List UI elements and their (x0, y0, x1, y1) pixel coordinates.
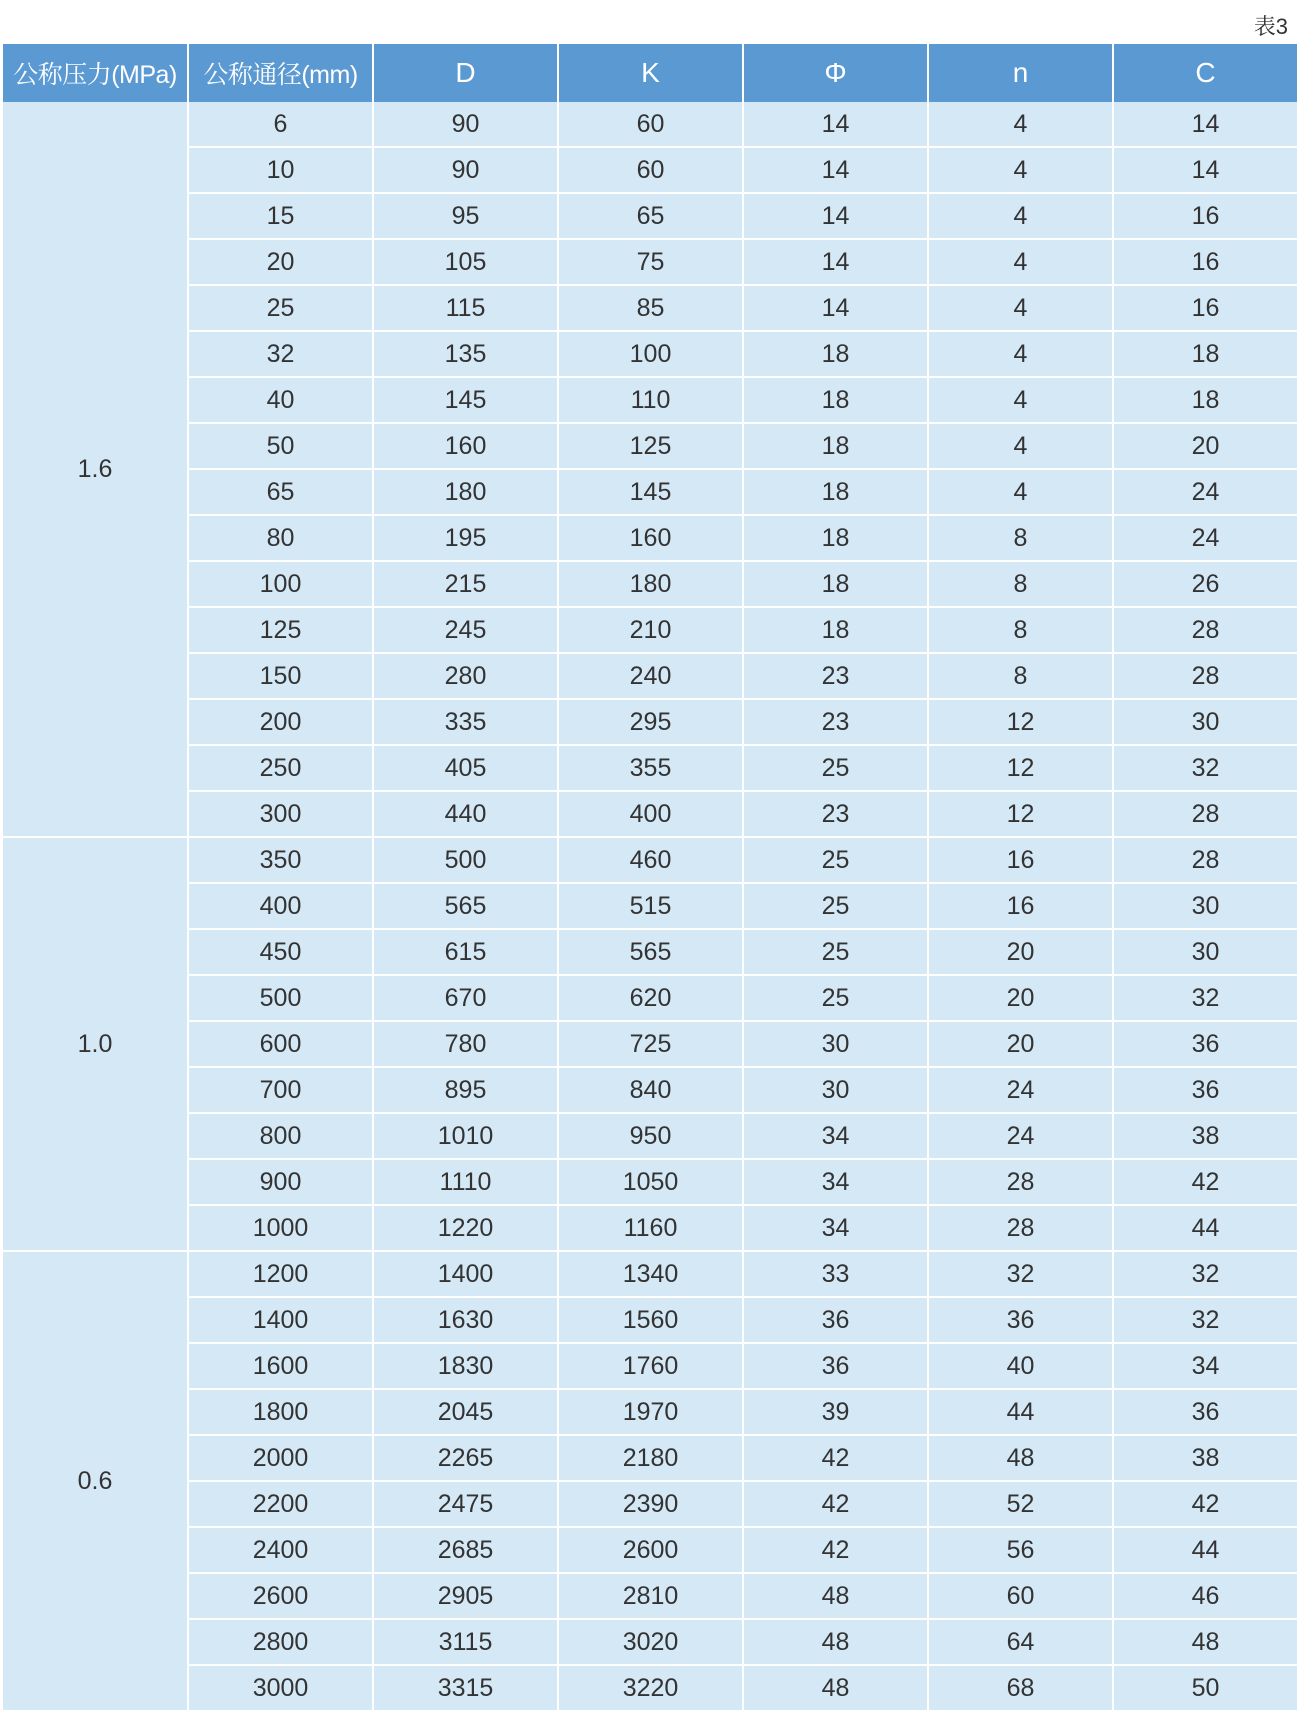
table-row (3, 1251, 1297, 1297)
cell-k: 1760 (558, 1343, 743, 1389)
table-row (3, 1159, 1297, 1205)
cell-phi: 42 (743, 1481, 928, 1527)
cell-n: 4 (928, 147, 1113, 193)
cell-n: 28 (928, 1159, 1113, 1205)
cell-c: 18 (1113, 331, 1297, 377)
cell-n: 56 (928, 1527, 1113, 1573)
cell-n: 8 (928, 607, 1113, 653)
cell-c: 28 (1113, 653, 1297, 699)
cell-phi: 23 (743, 791, 928, 837)
cell-d: 90 (373, 147, 558, 193)
cell-d: 2045 (373, 1389, 558, 1435)
cell-d: 780 (373, 1021, 558, 1067)
cell-d: 1220 (373, 1205, 558, 1251)
cell-c: 24 (1113, 515, 1297, 561)
cell-d: 500 (373, 837, 558, 883)
cell-k: 65 (558, 193, 743, 239)
cell-n: 52 (928, 1481, 1113, 1527)
cell-d: 1400 (373, 1251, 558, 1297)
cell-k: 2810 (558, 1573, 743, 1619)
table-row (3, 239, 1297, 285)
cell-d: 115 (373, 285, 558, 331)
cell-k: 85 (558, 285, 743, 331)
cell-phi: 48 (743, 1573, 928, 1619)
cell-nominal-diameter: 1000 (188, 1205, 373, 1251)
cell-d: 90 (373, 102, 558, 147)
table-row (3, 883, 1297, 929)
cell-n: 4 (928, 469, 1113, 515)
cell-c: 14 (1113, 147, 1297, 193)
cell-nominal-diameter: 10 (188, 147, 373, 193)
cell-n: 4 (928, 423, 1113, 469)
cell-c: 36 (1113, 1067, 1297, 1113)
cell-d: 105 (373, 239, 558, 285)
cell-phi: 25 (743, 883, 928, 929)
cell-phi: 48 (743, 1619, 928, 1665)
cell-c: 20 (1113, 423, 1297, 469)
table-row (3, 561, 1297, 607)
cell-c: 30 (1113, 883, 1297, 929)
cell-n: 4 (928, 102, 1113, 147)
cell-nominal-diameter: 50 (188, 423, 373, 469)
table-row (3, 1527, 1297, 1573)
cell-n: 20 (928, 929, 1113, 975)
cell-c: 42 (1113, 1159, 1297, 1205)
cell-phi: 34 (743, 1113, 928, 1159)
cell-k: 565 (558, 929, 743, 975)
header-n: n (928, 44, 1113, 102)
cell-c: 38 (1113, 1113, 1297, 1159)
cell-d: 895 (373, 1067, 558, 1113)
cell-phi: 42 (743, 1435, 928, 1481)
cell-d: 440 (373, 791, 558, 837)
cell-c: 28 (1113, 837, 1297, 883)
cell-phi: 18 (743, 331, 928, 377)
cell-k: 75 (558, 239, 743, 285)
pressure-cell: 1.0 (3, 837, 188, 1251)
table-row (3, 147, 1297, 193)
table-row (3, 791, 1297, 837)
cell-k: 725 (558, 1021, 743, 1067)
cell-k: 100 (558, 331, 743, 377)
cell-k: 160 (558, 515, 743, 561)
cell-phi: 23 (743, 653, 928, 699)
cell-k: 620 (558, 975, 743, 1021)
cell-d: 1630 (373, 1297, 558, 1343)
table-row (3, 515, 1297, 561)
cell-c: 32 (1113, 975, 1297, 1021)
table-row (3, 285, 1297, 331)
cell-k: 295 (558, 699, 743, 745)
cell-nominal-diameter: 2200 (188, 1481, 373, 1527)
cell-k: 515 (558, 883, 743, 929)
cell-nominal-diameter: 1200 (188, 1251, 373, 1297)
cell-c: 18 (1113, 377, 1297, 423)
cell-n: 12 (928, 745, 1113, 791)
header-row (3, 44, 1297, 102)
cell-nominal-diameter: 300 (188, 791, 373, 837)
cell-c: 28 (1113, 791, 1297, 837)
cell-n: 4 (928, 193, 1113, 239)
cell-k: 3220 (558, 1665, 743, 1711)
cell-d: 135 (373, 331, 558, 377)
cell-k: 60 (558, 147, 743, 193)
table-row (3, 745, 1297, 791)
cell-c: 32 (1113, 745, 1297, 791)
cell-phi: 30 (743, 1021, 928, 1067)
table-row (3, 1297, 1297, 1343)
cell-c: 26 (1113, 561, 1297, 607)
table-row (3, 331, 1297, 377)
cell-n: 60 (928, 1573, 1113, 1619)
table-row (3, 423, 1297, 469)
cell-k: 460 (558, 837, 743, 883)
cell-nominal-diameter: 15 (188, 193, 373, 239)
table-row (3, 193, 1297, 239)
cell-d: 2685 (373, 1527, 558, 1573)
cell-k: 3020 (558, 1619, 743, 1665)
cell-c: 28 (1113, 607, 1297, 653)
cell-nominal-diameter: 350 (188, 837, 373, 883)
cell-nominal-diameter: 25 (188, 285, 373, 331)
cell-phi: 14 (743, 193, 928, 239)
cell-phi: 25 (743, 929, 928, 975)
cell-nominal-diameter: 1400 (188, 1297, 373, 1343)
cell-phi: 34 (743, 1159, 928, 1205)
cell-c: 50 (1113, 1665, 1297, 1711)
cell-phi: 18 (743, 377, 928, 423)
table-row (3, 699, 1297, 745)
header-d: D (373, 44, 558, 102)
table-row (3, 1113, 1297, 1159)
cell-k: 1160 (558, 1205, 743, 1251)
cell-c: 48 (1113, 1619, 1297, 1665)
cell-nominal-diameter: 2400 (188, 1527, 373, 1573)
cell-n: 8 (928, 561, 1113, 607)
cell-c: 16 (1113, 239, 1297, 285)
cell-nominal-diameter: 80 (188, 515, 373, 561)
cell-nominal-diameter: 400 (188, 883, 373, 929)
table-body (3, 102, 1297, 1711)
cell-c: 24 (1113, 469, 1297, 515)
cell-nominal-diameter: 450 (188, 929, 373, 975)
cell-c: 36 (1113, 1389, 1297, 1435)
header-phi: Φ (743, 44, 928, 102)
cell-n: 20 (928, 1021, 1113, 1067)
cell-d: 1110 (373, 1159, 558, 1205)
header-k: K (558, 44, 743, 102)
table-caption: 表3 (1253, 14, 1288, 39)
flange-spec-table (3, 44, 1297, 1712)
cell-n: 8 (928, 515, 1113, 561)
cell-k: 400 (558, 791, 743, 837)
cell-k: 1050 (558, 1159, 743, 1205)
cell-phi: 18 (743, 607, 928, 653)
cell-k: 240 (558, 653, 743, 699)
cell-nominal-diameter: 40 (188, 377, 373, 423)
cell-d: 2905 (373, 1573, 558, 1619)
cell-n: 16 (928, 837, 1113, 883)
cell-phi: 18 (743, 515, 928, 561)
cell-d: 405 (373, 745, 558, 791)
table-row (3, 653, 1297, 699)
cell-c: 44 (1113, 1205, 1297, 1251)
cell-d: 280 (373, 653, 558, 699)
cell-n: 20 (928, 975, 1113, 1021)
cell-k: 950 (558, 1113, 743, 1159)
cell-d: 565 (373, 883, 558, 929)
cell-k: 110 (558, 377, 743, 423)
table-row (3, 837, 1297, 883)
cell-c: 42 (1113, 1481, 1297, 1527)
table-row (3, 1481, 1297, 1527)
cell-c: 36 (1113, 1021, 1297, 1067)
header-nominal-pressure: 公称压力(MPa) (3, 44, 188, 102)
cell-phi: 25 (743, 745, 928, 791)
cell-phi: 36 (743, 1297, 928, 1343)
cell-c: 30 (1113, 929, 1297, 975)
cell-d: 3315 (373, 1665, 558, 1711)
cell-k: 1560 (558, 1297, 743, 1343)
cell-k: 145 (558, 469, 743, 515)
cell-phi: 18 (743, 423, 928, 469)
cell-phi: 42 (743, 1527, 928, 1573)
cell-n: 4 (928, 377, 1113, 423)
cell-nominal-diameter: 1600 (188, 1343, 373, 1389)
cell-k: 2600 (558, 1527, 743, 1573)
cell-phi: 34 (743, 1205, 928, 1251)
cell-n: 4 (928, 331, 1113, 377)
table-row (3, 102, 1297, 147)
table-row (3, 975, 1297, 1021)
cell-n: 36 (928, 1297, 1113, 1343)
cell-phi: 18 (743, 561, 928, 607)
table-row (3, 1665, 1297, 1711)
cell-d: 615 (373, 929, 558, 975)
table-row (3, 1389, 1297, 1435)
cell-phi: 14 (743, 147, 928, 193)
cell-k: 180 (558, 561, 743, 607)
cell-nominal-diameter: 20 (188, 239, 373, 285)
table-row (3, 1021, 1297, 1067)
table-row (3, 1067, 1297, 1113)
cell-c: 44 (1113, 1527, 1297, 1573)
cell-d: 145 (373, 377, 558, 423)
table-row (3, 469, 1297, 515)
cell-n: 4 (928, 285, 1113, 331)
cell-n: 44 (928, 1389, 1113, 1435)
cell-phi: 33 (743, 1251, 928, 1297)
cell-d: 1830 (373, 1343, 558, 1389)
cell-nominal-diameter: 250 (188, 745, 373, 791)
cell-n: 24 (928, 1067, 1113, 1113)
cell-nominal-diameter: 700 (188, 1067, 373, 1113)
cell-c: 46 (1113, 1573, 1297, 1619)
cell-k: 2390 (558, 1481, 743, 1527)
cell-phi: 18 (743, 469, 928, 515)
table-row (3, 1435, 1297, 1481)
cell-n: 16 (928, 883, 1113, 929)
cell-k: 60 (558, 102, 743, 147)
header-c: C (1113, 44, 1297, 102)
cell-phi: 14 (743, 102, 928, 147)
cell-nominal-diameter: 2000 (188, 1435, 373, 1481)
cell-nominal-diameter: 1800 (188, 1389, 373, 1435)
cell-k: 210 (558, 607, 743, 653)
cell-nominal-diameter: 3000 (188, 1665, 373, 1711)
cell-k: 2180 (558, 1435, 743, 1481)
cell-phi: 48 (743, 1665, 928, 1711)
cell-nominal-diameter: 500 (188, 975, 373, 1021)
table-row (3, 929, 1297, 975)
cell-c: 16 (1113, 193, 1297, 239)
cell-nominal-diameter: 2600 (188, 1573, 373, 1619)
cell-d: 215 (373, 561, 558, 607)
cell-phi: 25 (743, 975, 928, 1021)
cell-n: 68 (928, 1665, 1113, 1711)
cell-n: 4 (928, 239, 1113, 285)
cell-n: 28 (928, 1205, 1113, 1251)
cell-c: 32 (1113, 1297, 1297, 1343)
cell-c: 38 (1113, 1435, 1297, 1481)
cell-d: 2475 (373, 1481, 558, 1527)
cell-d: 160 (373, 423, 558, 469)
cell-phi: 30 (743, 1067, 928, 1113)
cell-nominal-diameter: 32 (188, 331, 373, 377)
cell-c: 30 (1113, 699, 1297, 745)
cell-c: 34 (1113, 1343, 1297, 1389)
cell-k: 1340 (558, 1251, 743, 1297)
cell-n: 8 (928, 653, 1113, 699)
header-nominal-diameter: 公称通径(mm) (188, 44, 373, 102)
cell-d: 335 (373, 699, 558, 745)
cell-k: 355 (558, 745, 743, 791)
cell-n: 32 (928, 1251, 1113, 1297)
cell-nominal-diameter: 900 (188, 1159, 373, 1205)
cell-phi: 36 (743, 1343, 928, 1389)
cell-phi: 14 (743, 239, 928, 285)
cell-phi: 23 (743, 699, 928, 745)
cell-d: 245 (373, 607, 558, 653)
table-row (3, 377, 1297, 423)
cell-nominal-diameter: 800 (188, 1113, 373, 1159)
cell-d: 180 (373, 469, 558, 515)
table-row (3, 1573, 1297, 1619)
table-row (3, 607, 1297, 653)
cell-n: 12 (928, 699, 1113, 745)
cell-nominal-diameter: 150 (188, 653, 373, 699)
pressure-cell: 0.6 (3, 1251, 188, 1711)
cell-n: 24 (928, 1113, 1113, 1159)
cell-n: 12 (928, 791, 1113, 837)
cell-n: 40 (928, 1343, 1113, 1389)
cell-d: 195 (373, 515, 558, 561)
cell-d: 670 (373, 975, 558, 1021)
cell-c: 14 (1113, 102, 1297, 147)
cell-k: 840 (558, 1067, 743, 1113)
cell-nominal-diameter: 200 (188, 699, 373, 745)
cell-k: 125 (558, 423, 743, 469)
cell-nominal-diameter: 600 (188, 1021, 373, 1067)
cell-nominal-diameter: 65 (188, 469, 373, 515)
table-row (3, 1619, 1297, 1665)
cell-c: 16 (1113, 285, 1297, 331)
table-row (3, 1205, 1297, 1251)
cell-n: 64 (928, 1619, 1113, 1665)
cell-d: 95 (373, 193, 558, 239)
cell-nominal-diameter: 100 (188, 561, 373, 607)
cell-c: 32 (1113, 1251, 1297, 1297)
cell-n: 48 (928, 1435, 1113, 1481)
cell-d: 1010 (373, 1113, 558, 1159)
cell-nominal-diameter: 125 (188, 607, 373, 653)
cell-phi: 39 (743, 1389, 928, 1435)
cell-d: 2265 (373, 1435, 558, 1481)
cell-nominal-diameter: 2800 (188, 1619, 373, 1665)
cell-phi: 14 (743, 285, 928, 331)
cell-d: 3115 (373, 1619, 558, 1665)
cell-nominal-diameter: 6 (188, 102, 373, 147)
cell-phi: 25 (743, 837, 928, 883)
pressure-cell: 1.6 (3, 102, 188, 837)
cell-k: 1970 (558, 1389, 743, 1435)
table-row (3, 1343, 1297, 1389)
